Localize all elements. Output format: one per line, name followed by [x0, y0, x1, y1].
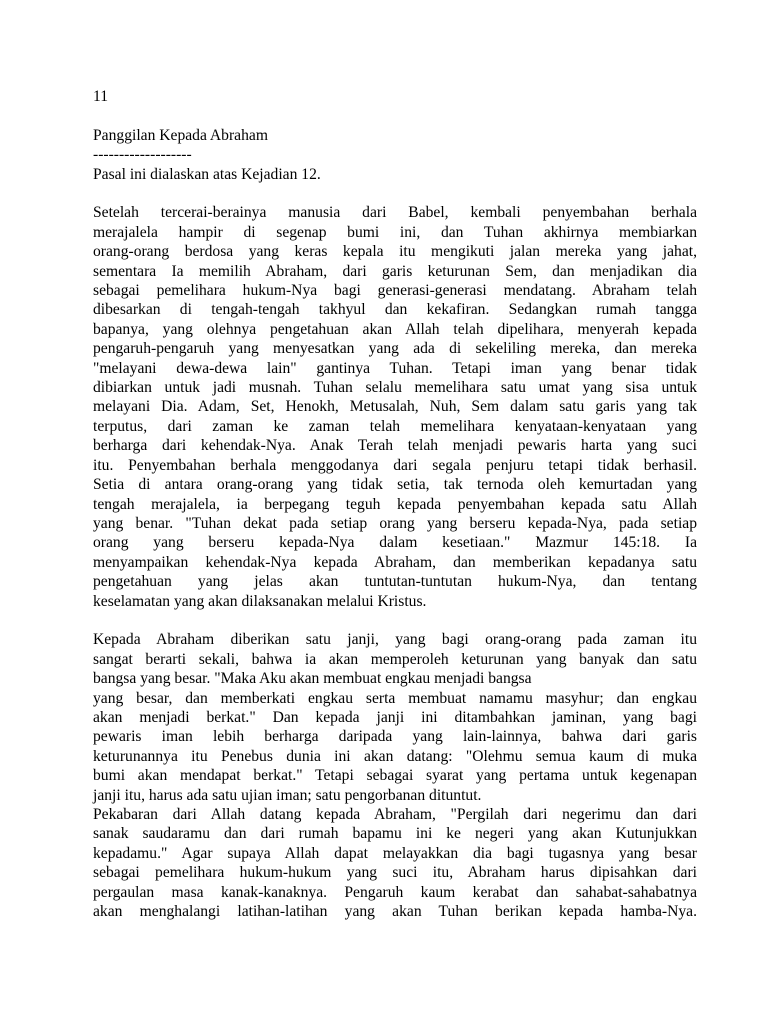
text-line: itu. Penyembahan berhala menggodanya dari segala penjuru tetapi tidak berhasil.: [93, 456, 697, 474]
text-line: akan menjadi berkat." Dan kepada janji ini ditambahkan jaminan, yang bagi: [93, 708, 697, 726]
text-line: sangat berarti sekali, bahwa ia akan memperoleh keturunan yang banyak dan satu: [93, 650, 697, 668]
text-line: sebagai pemelihara hukum-hukum yang suci itu, Abraham harus dipisahkan dari: [93, 864, 697, 882]
text-line: bapanya, yang olehnya pengetahuan akan Allah telah dipelihara, menyerah kepada: [93, 320, 697, 338]
spacer: [93, 184, 697, 203]
text-line: dibesarkan di tengah-tengah takhyul dan kekafiran. Sedangkan rumah tangga: [93, 301, 697, 319]
chapter-title: Panggilan Kepada Abraham: [93, 126, 268, 144]
page-number: 11: [93, 88, 109, 105]
text-line: sebagai pemelihara hukum-Nya bagi generasi-generasi mendatang. Abraham telah: [93, 282, 697, 300]
text-line: janji itu, harus ada satu ujian iman; satu pengorbanan dituntut.: [93, 786, 482, 804]
text-line: akan menghalangi latihan-latihan yang akan Tuhan berikan kepada hamba-Nya.: [93, 903, 697, 921]
text-line: orang-orang berdosa yang keras kepala itu mengikuti jalan mereka yang jahat,: [93, 243, 697, 261]
text-line: pengetahuan yang jelas akan tuntutan-tuntutan hukum-Nya, dan tentang: [93, 573, 697, 591]
text-line: dibiarkan untuk jadi musnah. Tuhan selalu memelihara satu umat yang sisa untuk: [93, 379, 697, 397]
spacer: [93, 106, 697, 125]
text-line: berharga dari kehendak-Nya. Anak Terah telah menjadi pewaris harta yang suci: [93, 437, 697, 455]
paragraph-2: [93, 630, 697, 805]
text-line: terputus, dari zaman ke zaman telah memelihara kenyataan-kenyataan yang: [93, 417, 697, 435]
text-line: keselamatan yang akan dilaksanakan melalui Kristus.: [93, 592, 427, 610]
text-line: pengaruh-pengaruh yang menyesatkan yang ada di sekeliling mereka, dan mereka: [93, 340, 697, 358]
text-line: yang benar. "Tuhan dekat pada setiap orang yang berseru kepada-Nya, pada setiap: [93, 514, 697, 532]
chapter-subtitle: Pasal ini dialaskan atas Kejadian 12.: [93, 165, 321, 183]
text-line: pewaris iman lebih berharga daripada yang lain-lainnya, bahwa dari garis: [93, 728, 697, 746]
text-line: Pekabaran dari Allah datang kepada Abraham, "Pergilah dari negerimu dan dari: [93, 805, 697, 823]
document-page: [93, 87, 697, 921]
text-line: pergaulan masa kanak-kanaknya. Pengaruh kaum kerabat dan sahabat-sahabatnya: [93, 883, 697, 901]
text-line: yang besar, dan memberkati engkau serta membuat namamu masyhur; dan engkau: [93, 689, 697, 707]
text-line: merajalela hampir di segenap bumi ini, dan Tuhan akhirnya membiarkan: [93, 223, 697, 241]
paragraph-3: [93, 805, 697, 921]
text-line: orang yang berseru kepada-Nya dalam kesetiaan." Mazmur 145:18. Ia: [93, 534, 697, 552]
text-line: keturunannya itu Penebus dunia ini akan datang: "Olehmu semua kaum di muka: [93, 747, 697, 765]
spacer: [93, 611, 697, 630]
text-line: kepadamu." Agar supaya Allah dapat melayakkan dia bagi tugasnya yang besar: [93, 844, 697, 862]
text-line: sanak saudaramu dan dari rumah bapamu ini ke negeri yang akan Kutunjukkan: [93, 825, 697, 843]
text-line: melayani Dia. Adam, Set, Henokh, Metusalah, Nuh, Sem dalam satu garis yang tak: [93, 398, 697, 416]
text-line: "melayani dewa-dewa lain" gantinya Tuhan. Tetapi iman yang benar tidak: [93, 359, 697, 377]
text-line: bangsa yang besar. "Maka Aku akan membuat engkau menjadi bangsa: [93, 670, 532, 688]
paragraph-1: [93, 203, 697, 611]
text-line: Setelah tercerai-berainya manusia dari Babel, kembali penyembahan berhala: [93, 204, 697, 222]
text-line: menyampaikan kehendak-Nya kepada Abraham, dan memberikan kepadanya satu: [93, 553, 697, 571]
text-line: bumi akan mendapat berkat." Tetapi sebagai syarat yang pertama untuk kegenapan: [93, 767, 697, 785]
text-line: sementara Ia memilih Abraham, dari garis keturunan Sem, dan menjadikan dia: [93, 262, 697, 280]
title-rule: -------------------: [93, 146, 192, 164]
text-line: Kepada Abraham diberikan satu janji, yang bagi orang-orang pada zaman itu: [93, 631, 697, 649]
text-line: tengah merajalela, ia berpegang teguh kepada penyembahan kepada satu Allah: [93, 495, 697, 513]
text-line: Setia di antara orang-orang yang tidak setia, tak ternoda oleh kemurtadan yang: [93, 476, 697, 494]
